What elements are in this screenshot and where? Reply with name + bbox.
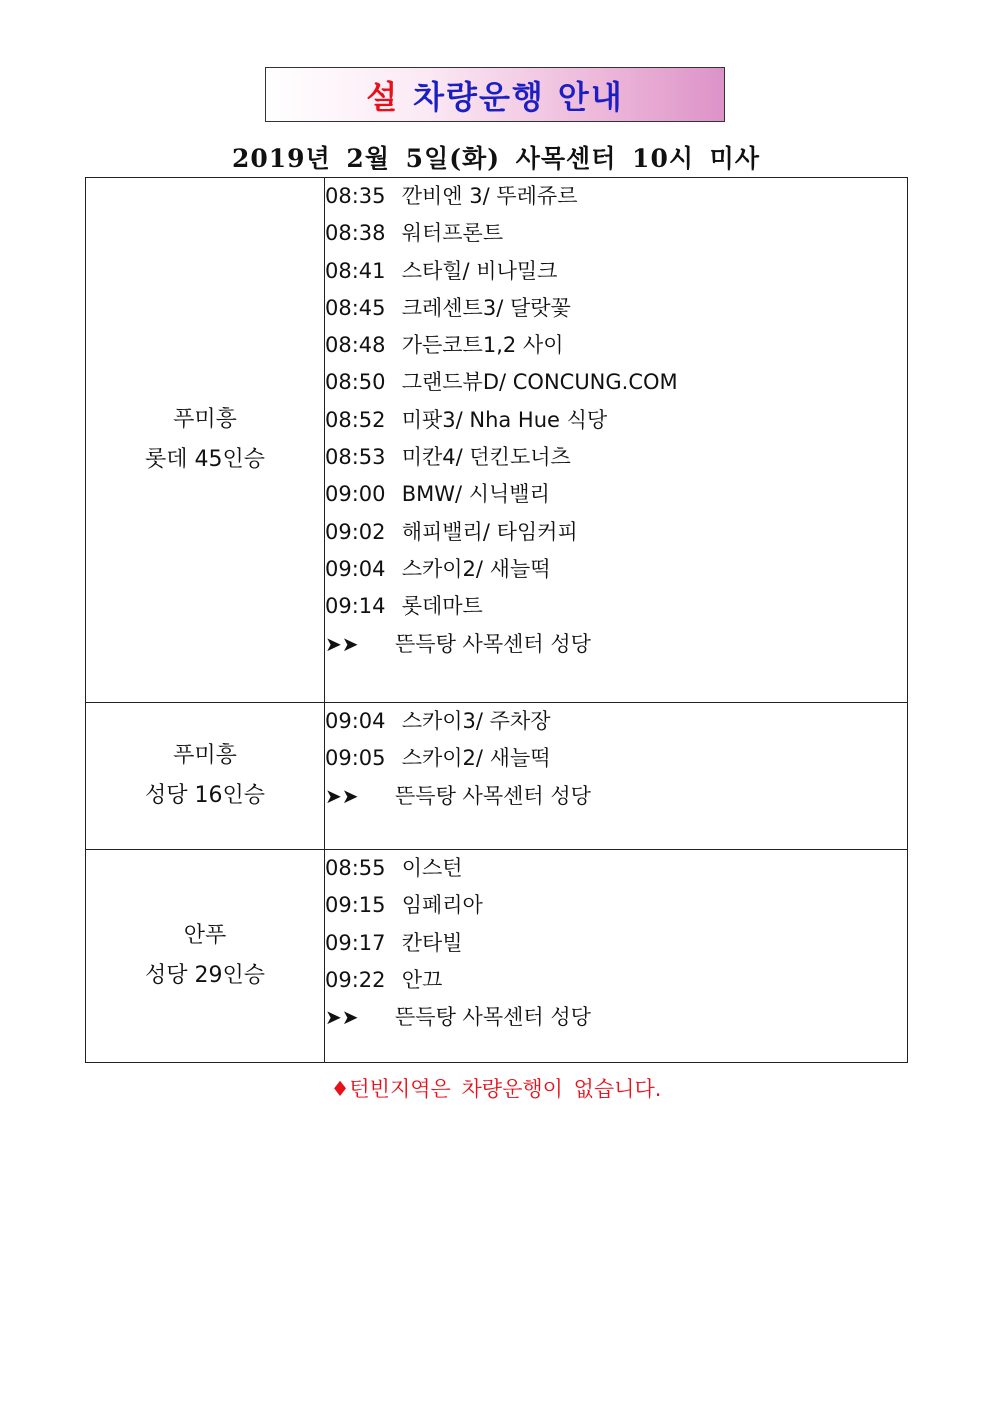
stop-place: 크레센트3/ 달랏꽃 bbox=[401, 295, 571, 320]
stop-place: 미팟3/ Nha Hue 식당 bbox=[401, 407, 608, 432]
destination-place: 뜬득탕 사목센터 성당 bbox=[395, 1005, 591, 1030]
notice-text bbox=[0, 1073, 992, 1103]
stop-place: 미칸4/ 던킨도너츠 bbox=[401, 445, 571, 470]
stop-item bbox=[325, 402, 907, 439]
route-group bbox=[86, 850, 325, 1063]
route-vehicle: 성당 29인승 bbox=[145, 963, 265, 988]
stop-item bbox=[325, 215, 907, 252]
stop-time: 08:45 bbox=[325, 295, 386, 320]
route-stops bbox=[325, 850, 908, 1063]
subtitle: 2019년 2월 5일(화) 사목센터 10시 미사 bbox=[232, 144, 760, 173]
title-accent: 설 bbox=[366, 77, 400, 116]
stop-item bbox=[325, 253, 907, 290]
route-stops bbox=[325, 178, 908, 703]
destination-item bbox=[325, 999, 907, 1036]
route-group bbox=[86, 178, 325, 703]
stop-time: 09:14 bbox=[325, 594, 386, 619]
stop-time: 09:22 bbox=[325, 967, 386, 992]
stop-place: 스카이3/ 주차장 bbox=[401, 709, 551, 733]
stop-place: 깐비엔 3/ 뚜레쥬르 bbox=[401, 184, 578, 208]
stop-item bbox=[325, 962, 907, 999]
stop-item bbox=[325, 925, 907, 962]
route-group bbox=[86, 703, 325, 850]
stop-item bbox=[325, 327, 907, 364]
stop-time: 08:38 bbox=[325, 221, 386, 246]
stop-item bbox=[325, 439, 907, 476]
title-box bbox=[265, 67, 725, 122]
stop-item bbox=[325, 850, 907, 887]
stop-time: 08:41 bbox=[325, 258, 386, 283]
arrow-icon: ➤➤ bbox=[325, 1005, 359, 1030]
destination-item bbox=[325, 778, 907, 815]
notice-message: 턴빈지역은 차량운행이 없습니다. bbox=[349, 1077, 662, 1101]
stop-place: 가든코트1,2 사이 bbox=[401, 333, 564, 358]
stop-item bbox=[325, 740, 907, 777]
route-vehicle: 롯데 45인승 bbox=[145, 447, 265, 472]
route-area: 푸미흥 bbox=[173, 407, 237, 432]
stop-time: 08:55 bbox=[325, 856, 386, 880]
stop-item bbox=[325, 588, 907, 625]
destination-place: 뜬득탕 사목센터 성당 bbox=[395, 631, 591, 656]
stop-place: 롯데마트 bbox=[401, 594, 483, 619]
diamond-icon: ♦ bbox=[330, 1077, 350, 1101]
stop-time: 09:02 bbox=[325, 519, 386, 544]
stop-time: 09:17 bbox=[325, 930, 386, 955]
stop-place: 워터프론트 bbox=[401, 221, 504, 246]
route-row bbox=[86, 703, 908, 850]
destination-place: 뜬득탕 사목센터 성당 bbox=[395, 783, 591, 808]
route-vehicle: 성당 16인승 bbox=[145, 783, 265, 808]
route-row bbox=[86, 850, 908, 1063]
stop-place: 그랜드뷰D/ CONCUNG.COM bbox=[401, 370, 678, 395]
stop-time: 08:50 bbox=[325, 370, 386, 395]
stop-item bbox=[325, 551, 907, 588]
route-area: 푸미흥 bbox=[173, 743, 237, 768]
stop-place: 해피밸리/ 타임커피 bbox=[401, 519, 578, 544]
stop-place: 스카이2/ 새늘떡 bbox=[401, 556, 551, 581]
stop-time: 09:04 bbox=[325, 556, 386, 581]
route-area: 안푸 bbox=[183, 923, 227, 948]
stop-time: 08:35 bbox=[325, 184, 386, 208]
stop-item bbox=[325, 178, 907, 215]
arrow-icon: ➤➤ bbox=[325, 631, 359, 656]
schedule-table bbox=[85, 177, 908, 1063]
stop-time: 08:52 bbox=[325, 407, 386, 432]
stop-time: 09:00 bbox=[325, 482, 386, 507]
stop-time: 08:53 bbox=[325, 445, 386, 470]
stop-place: 임페리아 bbox=[401, 893, 483, 918]
stop-time: 09:15 bbox=[325, 893, 386, 918]
stop-item bbox=[325, 290, 907, 327]
route-row bbox=[86, 178, 908, 703]
stop-item bbox=[325, 514, 907, 551]
stop-place: 칸타빌 bbox=[401, 930, 463, 955]
route-stops bbox=[325, 703, 908, 850]
title-text: 차량운행 안내 bbox=[413, 77, 624, 116]
destination-item bbox=[325, 626, 907, 663]
stop-place: 스카이2/ 새늘떡 bbox=[401, 746, 551, 771]
stop-item bbox=[325, 887, 907, 924]
stop-place: 안끄 bbox=[401, 967, 443, 992]
stop-time: 09:04 bbox=[325, 709, 386, 733]
stop-time: 09:05 bbox=[325, 746, 386, 771]
stop-item bbox=[325, 476, 907, 513]
stop-item bbox=[325, 364, 907, 401]
stop-place: BMW/ 시닉밸리 bbox=[401, 482, 550, 507]
stop-item bbox=[325, 703, 907, 740]
stop-time: 08:48 bbox=[325, 333, 386, 358]
stop-place: 이스턴 bbox=[401, 856, 463, 880]
arrow-icon: ➤➤ bbox=[325, 783, 359, 808]
stop-place: 스타힐/ 비나밀크 bbox=[401, 258, 558, 283]
